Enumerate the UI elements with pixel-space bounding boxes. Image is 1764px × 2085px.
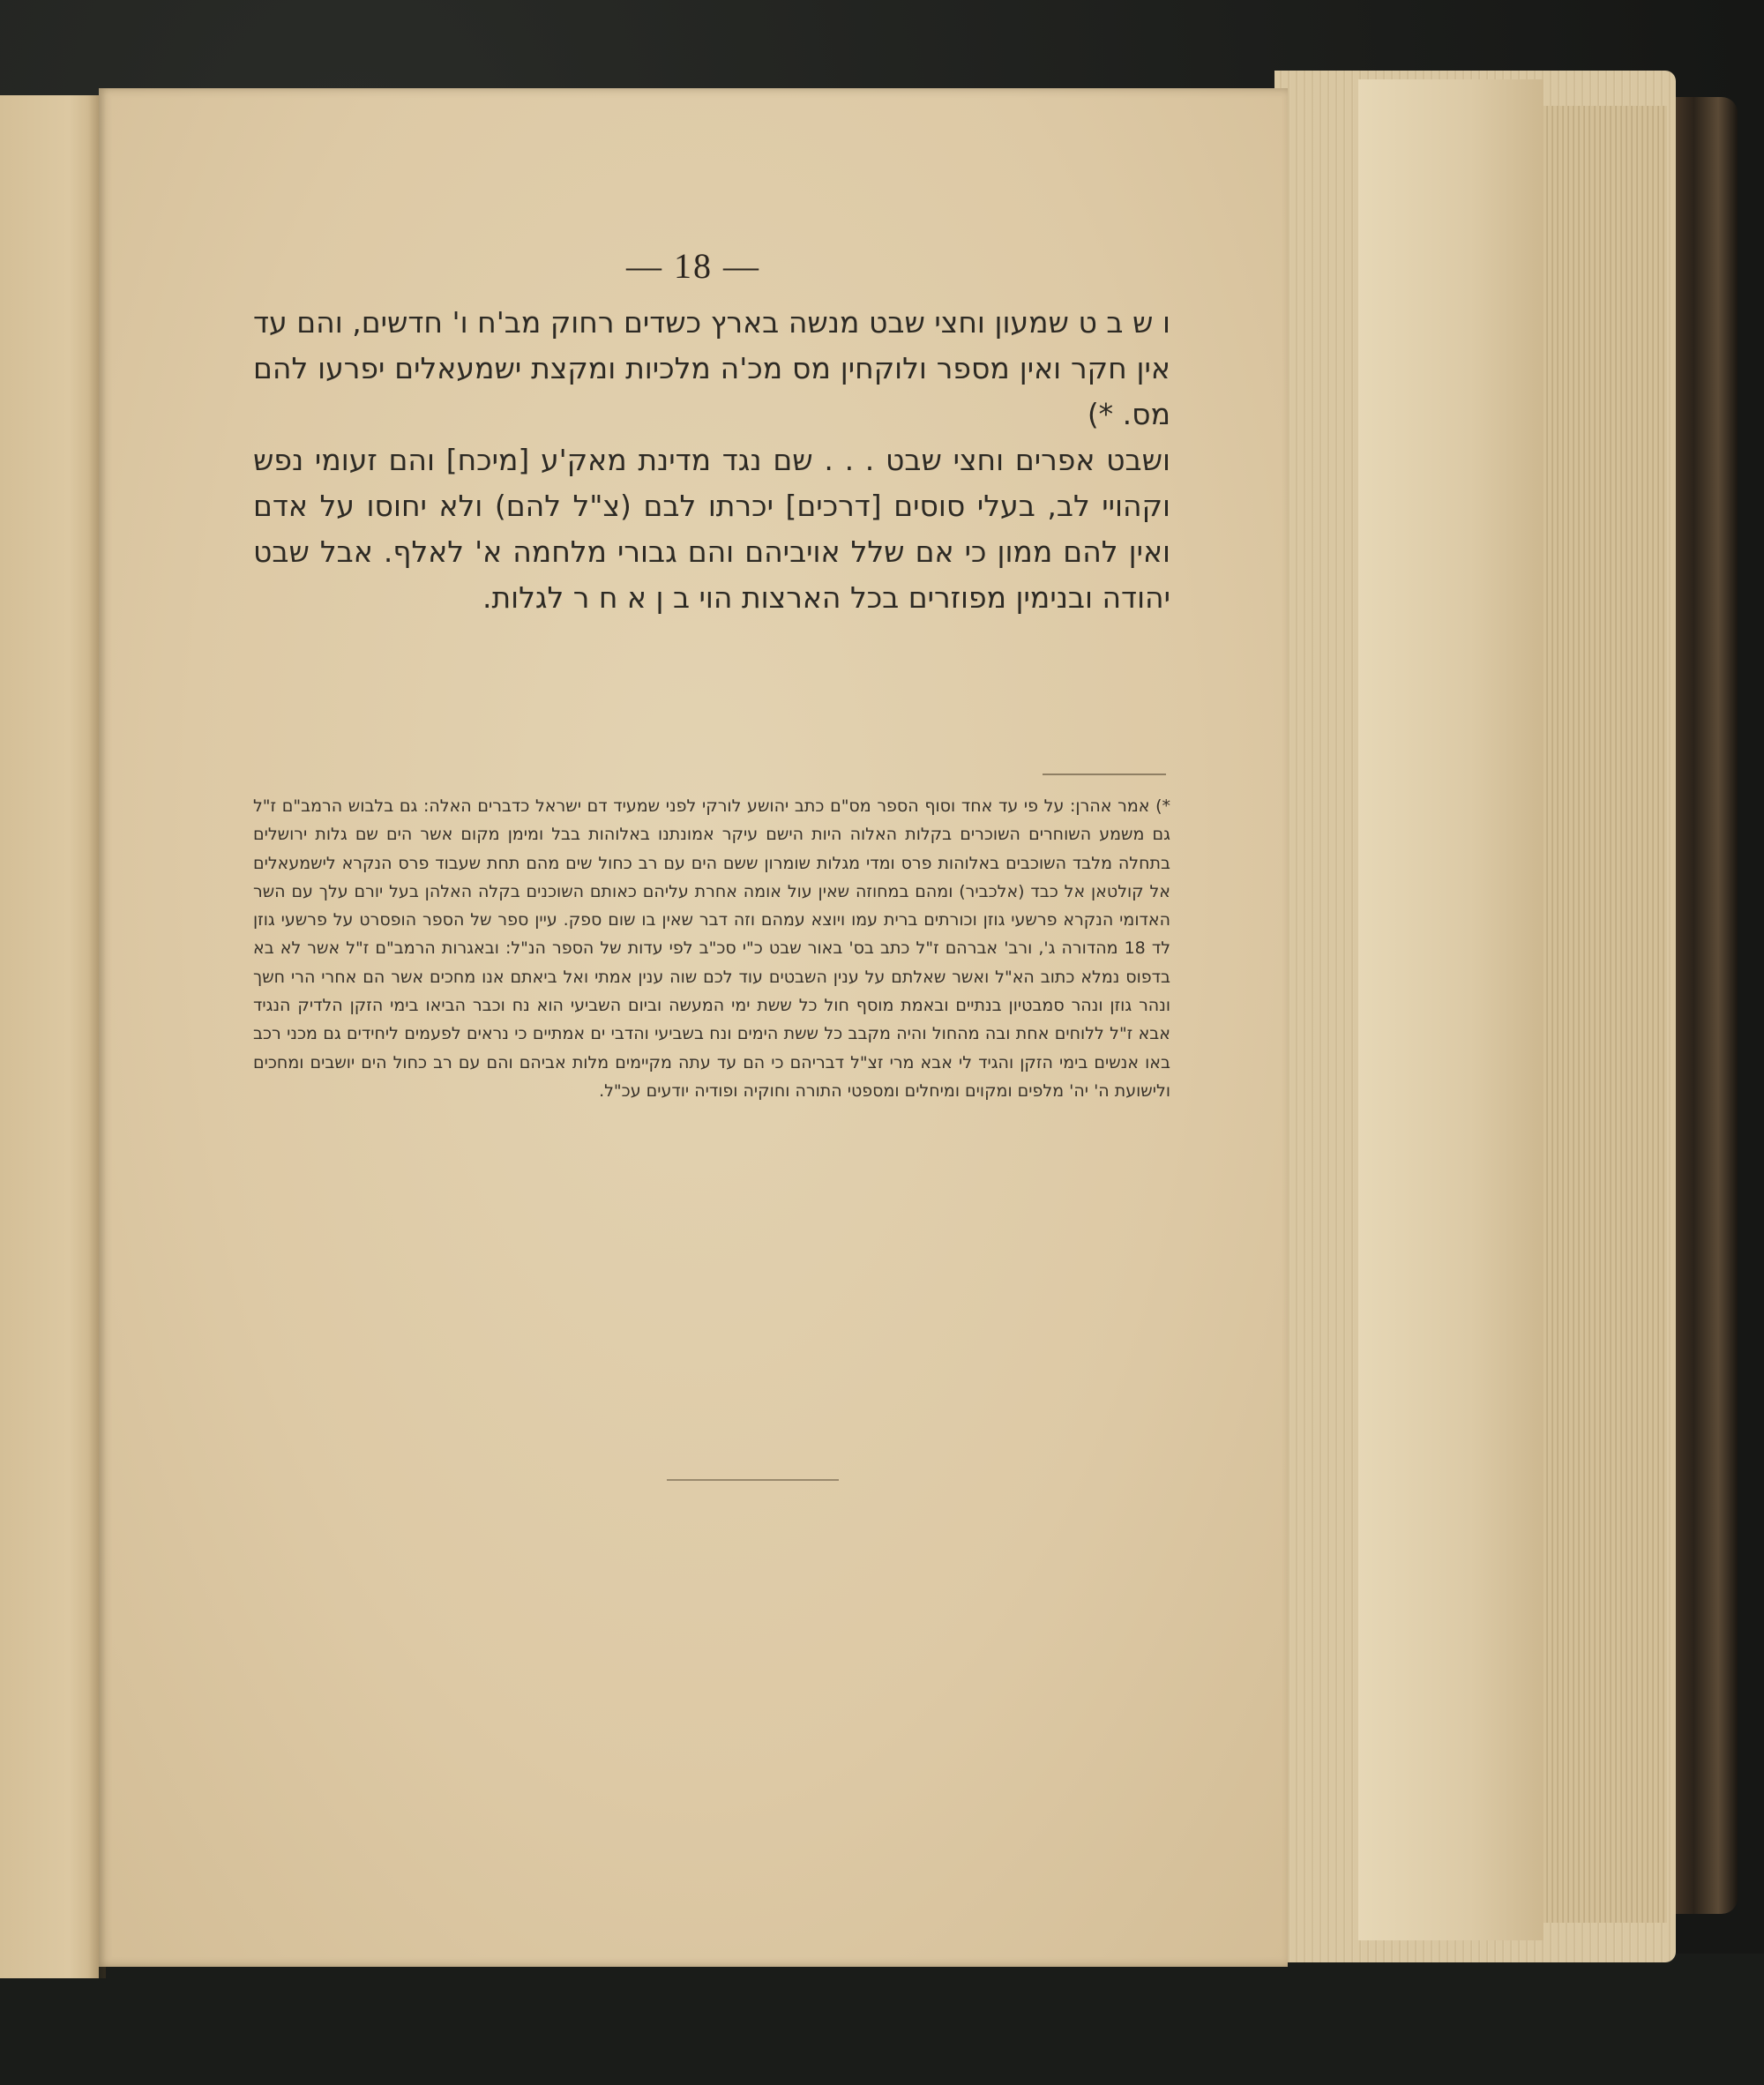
end-divider [667, 1479, 839, 1481]
paragraph-2: ושבט אפרים וחצי שבט . . . שם נגד מדינת מאק'ע [מיכח] והם זעומי נפש וקהויי לב, בעלי סוסים [דרכים] יכרתו לבם (צ"ל להם) ולא יחוסו על אדם ואין להם ממון כי אם שלל אויביהם והם גבורי מלחמה א' לאלף. אבל שבט יהודה ובנימין מפוזרים בכל הארצות הוי ב ן א ח ר לגלות. [253, 443, 1170, 615]
footnote-divider [1043, 773, 1166, 775]
right-page [99, 88, 1288, 1967]
footnote [253, 792, 1170, 1105]
left-page [0, 95, 99, 1978]
page-number: — 18 — [626, 246, 760, 286]
main-text [253, 300, 1170, 621]
book-cover-bottom [0, 1954, 1764, 2085]
footnote-text: *) אמר אהרן: על פי עד אחד וסוף הספר מס"ם כתב יהושע לורקי לפני שמעיד דם ישראל כדברים האלה: גם בלבוש הרמב"ם ז"ל גם משמע השוחרים השוכרים בקלות האלוה היות הישם עיקר אמונתנו באלוהות בבל ומימן מקום אשר הים שם גלות ירושלים בתחלה מלבד השוכבים באלוהות פרס ומדי מגלות שומרון ששם הים עם רב כחול שים מהם תחת שעבוד פרס הנקרא לישמעאלים אל קולטאן אל כבד (אלכביר) ומהם במחוזה שאין עול אומה אחרת עליהם כאותם השוכנים בקלה האלהן בעל יורם עלך עם השר האדומי הנקרא פרשעי גוזן וכורתים ברית עמו ויוצא עמהם וזה דבר שאין בו שום ספק. עיין ספר של הספר הופסרט על פרשעי גוזן לד 18 מהדורה ג', ורב' אברהם ז"ל כתב בס' באור שבט כ"י סכ"ב לפי עדות של הספר הנ"ל: ובאגרות הרמב"ם ז"ל אשר לא בא בדפוס נמלא כתוב הא"ל ואשר שאלתם על ענין השבטים עוד לכם שוה ענין אמתי ואל ביאתם אנו מחכים אשר הם אחרי הרי חשך ונהר גוזן ונהר סמבטיון בנתיים ובאמת מוסף חול כל ששת ימי המעשה וביום השביעי הוא נח וכבר הביאו בימי הזקן הלדיק הנגיד אבא ז"ל ללוחים אחת ובה מהחול והיה מקבב כל ששת הימים ונח בשביעי והדבי ים אמתיים כי נראים לפעמים ליחידים גם מכני רכב באו אנשים בימי הזקן והגיד לי אבא מרי זצ"ל דבריהם כי הם עד עתה מקיימים מלות אביהם והם עם רב כחול הים יושבים ומחכים ולישועת ה' יה' מלפים ומקוים ומיחלים ומספטי התורה וחוקיה ופודיה יודעים עכ"ל. [253, 796, 1170, 1101]
page-stack-leaf [1358, 79, 1544, 1940]
page-stack-edge [1544, 106, 1667, 1923]
paragraph-1: ו ש ב ט שמעון וחצי שבט מנשה בארץ כשדים רחוק מב'ח ו' חדשים, והם עד אין חקר ואין מספר ולוקחין מס מכ'ה מלכיות ומקצת ישמעאלים יפרעו להם מס. *) [253, 305, 1170, 431]
